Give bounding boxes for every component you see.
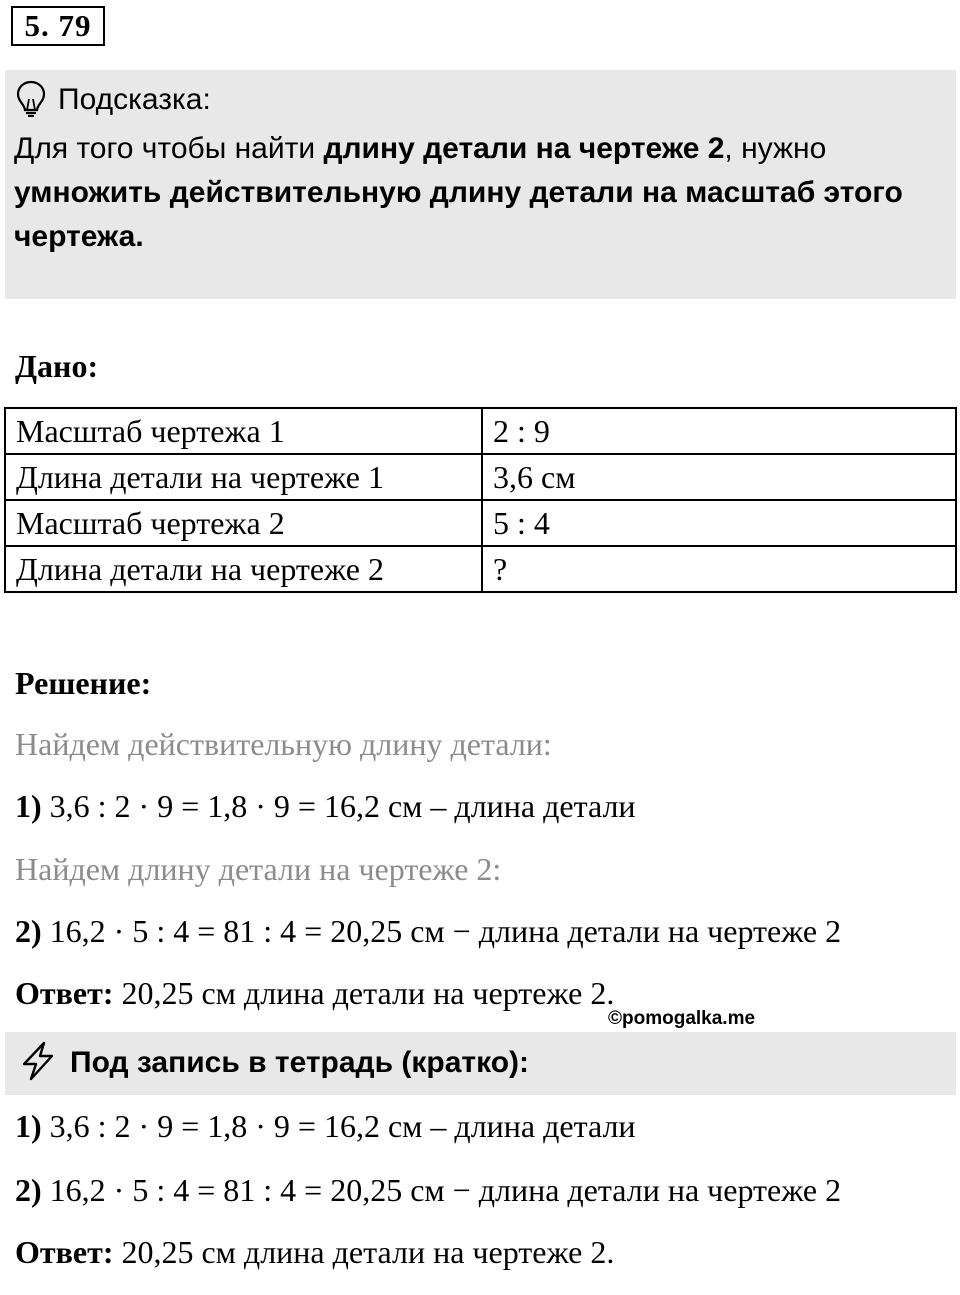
table-row	[5, 546, 956, 592]
given-label: Масштаб чертежа 1	[5, 408, 482, 454]
solution-explanation-2: Найдем длину детали на чертеже 2:	[15, 851, 502, 887]
given-value: 3,6 см	[482, 454, 956, 500]
lightbulb-icon	[14, 79, 58, 122]
solution-step-2	[15, 913, 841, 950]
hint-text-bold2: умножить действительную длину детали на масштаб этого чертежа.	[14, 176, 903, 253]
table-row	[5, 454, 956, 500]
step-number: 1)	[15, 1108, 42, 1144]
given-label: Длина детали на чертеже 2	[5, 546, 482, 592]
hint-text-part2: , нужно	[724, 132, 827, 165]
step-text: 3,6 : 2 · 9 = 1,8 · 9 = 16,2 см – длина детали	[41, 1108, 636, 1144]
step-number: 2)	[15, 1172, 42, 1208]
solution-title: Решение:	[15, 665, 152, 701]
step-text: 16,2 · 5 : 4 = 81 : 4 = 20,25 см − длина детали на чертеже 2	[41, 1172, 842, 1208]
given-title: Дано:	[15, 348, 99, 384]
solution-answer	[15, 975, 614, 1012]
answer-label: Ответ:	[15, 1234, 114, 1270]
task-number: 5. 79	[11, 6, 105, 46]
solution-step-1	[15, 788, 636, 825]
answer-text: 20,25 см длина детали на чертеже 2.	[113, 1234, 615, 1270]
given-value: 5 : 4	[482, 500, 956, 546]
notes-title: Под запись в тетрадь (кратко):	[70, 1046, 530, 1079]
hint-title: Подсказка:	[58, 83, 211, 116]
given-label: Длина детали на чертеже 1	[5, 454, 482, 500]
step-text: 3,6 : 2 · 9 = 1,8 · 9 = 16,2 см – длина детали	[41, 788, 636, 824]
hint-text	[14, 127, 944, 259]
notes-step-1	[15, 1108, 636, 1145]
hint-header	[14, 80, 211, 120]
notes-answer	[15, 1234, 614, 1271]
notes-step-2	[15, 1172, 841, 1209]
hint-text-bold1: длину детали на чертеже 2	[323, 132, 725, 165]
step-text: 16,2 · 5 : 4 = 81 : 4 = 20,25 см − длина детали на чертеже 2	[41, 913, 842, 949]
watermark: ©pomogalka.me	[608, 1008, 756, 1029]
hint-text-part1: Для того чтобы найти	[14, 132, 324, 165]
table-row	[5, 500, 956, 546]
answer-label: Ответ:	[15, 975, 114, 1011]
given-label: Масштаб чертежа 2	[5, 500, 482, 546]
step-number: 2)	[15, 913, 42, 949]
lightning-icon	[18, 1041, 70, 1086]
answer-text: 20,25 см длина детали на чертеже 2.	[113, 975, 615, 1011]
given-value: 2 : 9	[482, 408, 956, 454]
given-table	[4, 407, 957, 593]
step-number: 1)	[15, 788, 42, 824]
notes-header	[18, 1040, 529, 1086]
given-value: ?	[482, 546, 956, 592]
solution-explanation-1: Найдем действительную длину детали:	[15, 726, 552, 762]
table-row	[5, 408, 956, 454]
